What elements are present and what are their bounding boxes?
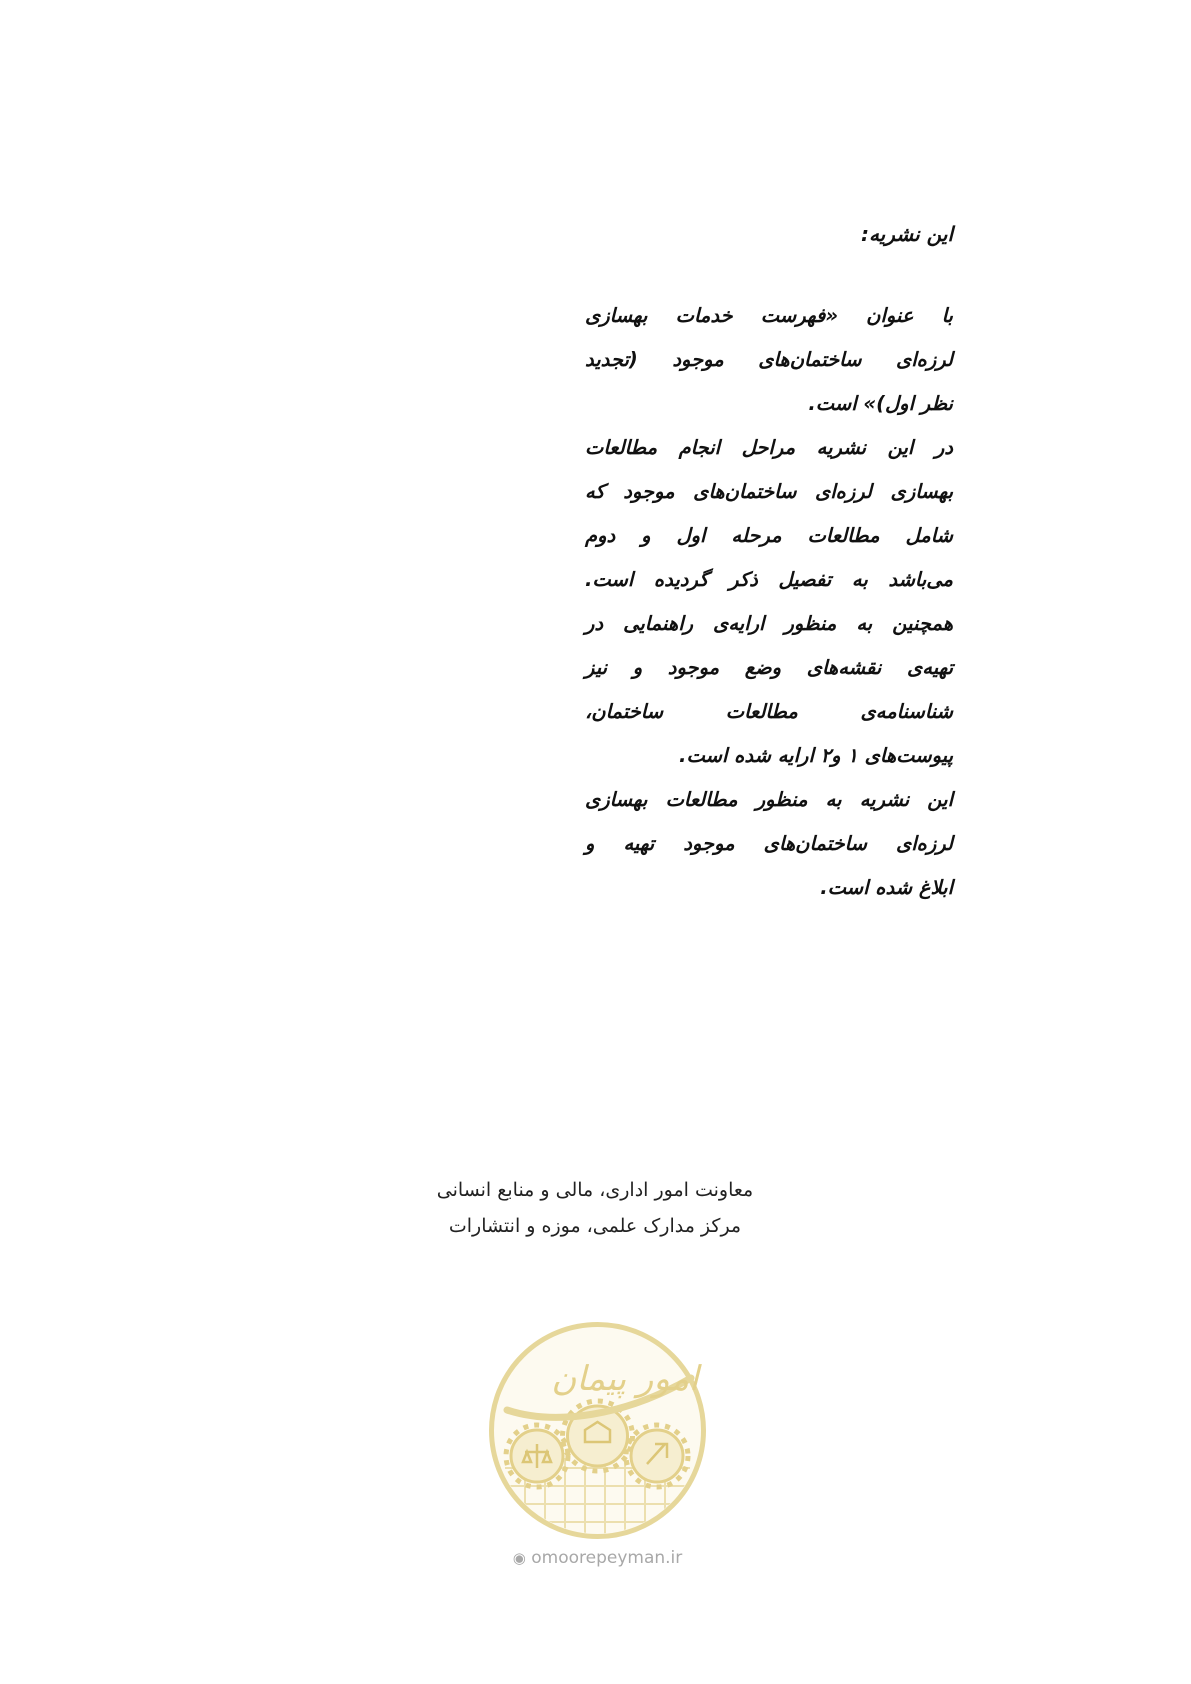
organization-line: مرکز مدارک علمی، موزه و انتشارات (448, 1215, 742, 1237)
paragraph-line: لرزه‌ای ساختمان‌های موجود تهیه و (585, 832, 953, 855)
website-text: omoorepeyman.ir (531, 1548, 683, 1568)
paragraph-line: نظر اول)» است. (808, 392, 953, 415)
section-heading: این نشریه: (860, 222, 953, 246)
paragraph-line: این نشریه به منظور مطالعات بهسازی (585, 788, 953, 811)
paragraph-line: بهسازی لرزه‌ای ساختمان‌های موجود که (585, 480, 953, 503)
paragraph-line: با عنوان «فهرست خدمات بهسازی (585, 304, 953, 327)
seal-logo-text: امور پیمان (551, 1359, 699, 1399)
paragraph-line: در این نشریه مراحل انجام مطالعات (585, 436, 953, 459)
paragraph-line: تهیه‌ی نقشه‌های وضع موجود و نیز (585, 656, 953, 679)
organization-block (395, 1172, 795, 1244)
paragraph-line: ابلاغ شده است. (820, 876, 953, 899)
paragraph-line: همچنین به منظور ارایه‌ی راهنمایی در (585, 612, 953, 635)
watermark-website (485, 1548, 710, 1568)
organization-line: معاونت امور اداری، مالی و منابع انسانی (436, 1179, 754, 1201)
paragraph-line: لرزه‌ای ساختمان‌های موجود (تجدید (585, 348, 953, 371)
paragraph-line: پیوست‌های ۱ و۲ ارایه شده است. (679, 744, 953, 767)
paragraph-line: شناسنامه‌ی مطالعات ساختمان، (585, 700, 953, 723)
document-content (585, 212, 953, 910)
paragraph-line: می‌باشد به تفصیل ذکر گردیده است. (585, 568, 953, 591)
globe-icon: ◉ (512, 1549, 526, 1567)
paragraph-line: شامل مطالعات مرحله اول و دوم (585, 524, 953, 547)
watermark-seal-logo (485, 1318, 710, 1543)
seal-logo-graphic (485, 1318, 710, 1543)
